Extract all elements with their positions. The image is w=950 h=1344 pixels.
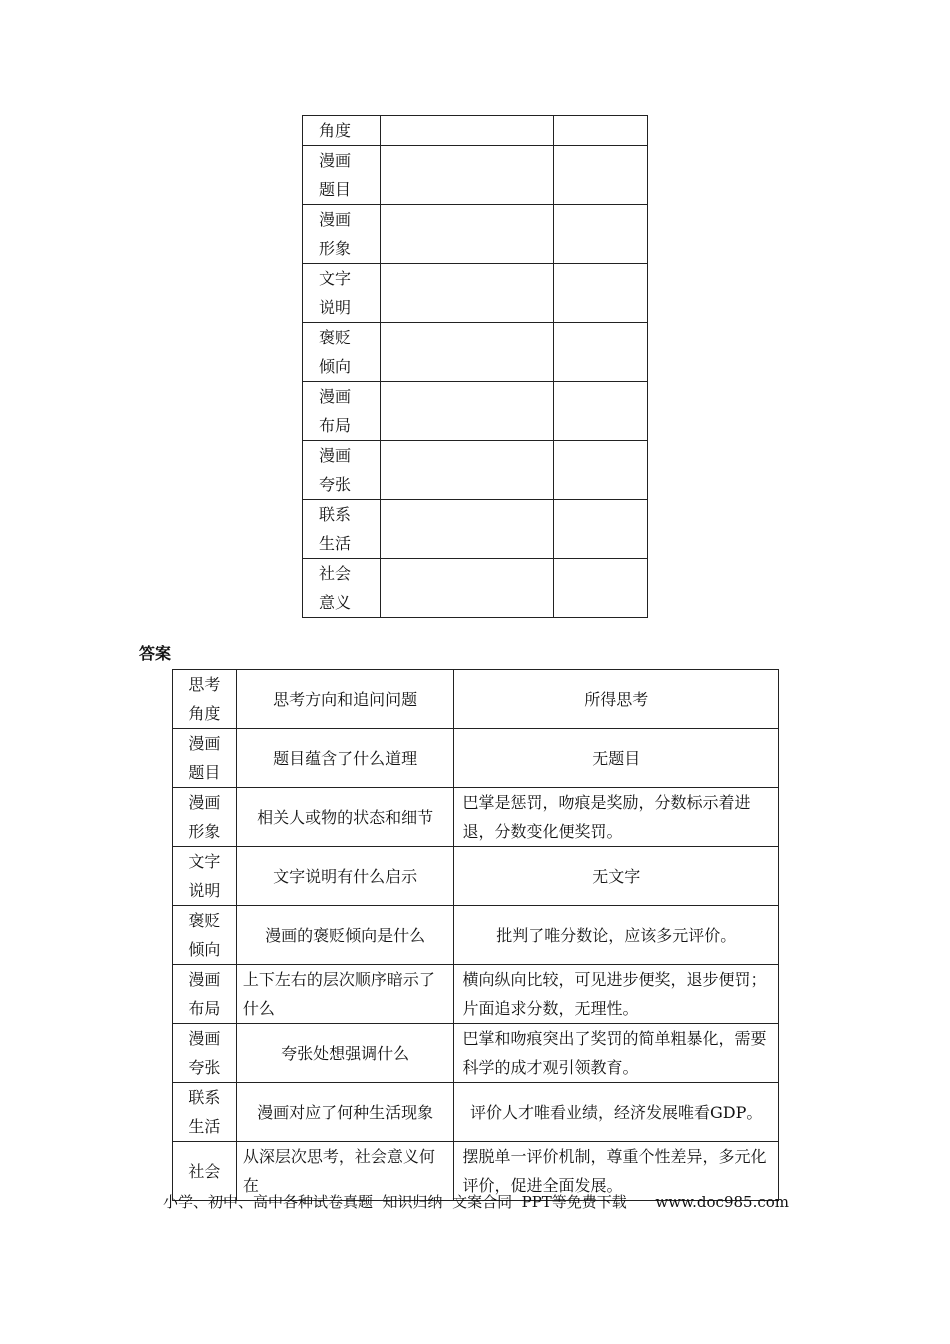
row-label: 文字 说明 xyxy=(173,847,237,906)
table-row xyxy=(303,441,648,500)
table-row xyxy=(303,323,648,382)
row-label: 漫画 布局 xyxy=(303,382,381,441)
row-label: 社会 意义 xyxy=(303,559,381,618)
blank-cell xyxy=(554,116,648,146)
row-label: 角度 xyxy=(303,116,381,146)
table-row xyxy=(303,205,648,264)
row-question: 上下左右的层次顺序暗示了什么 xyxy=(236,965,454,1024)
row-label: 褒贬 倾向 xyxy=(303,323,381,382)
row-label: 漫画 夸张 xyxy=(303,441,381,500)
row-label: 联系 生活 xyxy=(303,500,381,559)
footer-text: 小学、初中、高中各种试卷真题 知识归纳 文案合同 PPT等免费下载 xyxy=(163,1193,627,1211)
blank-cell xyxy=(554,146,648,205)
blank-cell xyxy=(554,382,648,441)
blank-cell xyxy=(381,205,554,264)
row-answer: 横向纵向比较，可见进步便奖，退步便罚；片面追求分数，无理性。 xyxy=(454,965,779,1024)
table-row xyxy=(173,906,779,965)
row-label: 漫画 题目 xyxy=(173,729,237,788)
blank-cell xyxy=(381,323,554,382)
row-label: 漫画 题目 xyxy=(303,146,381,205)
row-question: 夸张处想强调什么 xyxy=(236,1024,454,1083)
row-label: 文字 说明 xyxy=(303,264,381,323)
blank-cell xyxy=(554,205,648,264)
row-label: 褒贬 倾向 xyxy=(173,906,237,965)
table-row xyxy=(303,264,648,323)
row-label: 漫画 形象 xyxy=(173,788,237,847)
blank-cell xyxy=(381,500,554,559)
blank-cell xyxy=(554,559,648,618)
table-row xyxy=(303,382,648,441)
row-label: 漫画 夸张 xyxy=(173,1024,237,1083)
row-question: 从深层次思考，社会意义何在 xyxy=(236,1142,454,1201)
answer-heading: 答案 xyxy=(139,644,172,663)
blank-cell xyxy=(554,500,648,559)
table-row xyxy=(173,1083,779,1142)
blank-cell xyxy=(381,441,554,500)
header-answer: 所得思考 xyxy=(454,670,779,729)
table-row xyxy=(303,559,648,618)
blank-cell xyxy=(381,559,554,618)
blank-cell xyxy=(381,382,554,441)
row-answer: 评价人才唯看业绩，经济发展唯看GDP。 xyxy=(454,1083,779,1142)
table-row xyxy=(173,729,779,788)
blank-cell xyxy=(381,264,554,323)
header-label: 思考 角度 xyxy=(173,670,237,729)
row-answer: 摆脱单一评价机制，尊重个性差异，多元化评价，促进全面发展。 xyxy=(454,1142,779,1201)
table-row xyxy=(173,788,779,847)
row-label: 社会 xyxy=(173,1142,237,1201)
blank-cell xyxy=(554,441,648,500)
table-row xyxy=(303,146,648,205)
blank-table xyxy=(302,115,648,618)
row-answer: 无文字 xyxy=(454,847,779,906)
row-label: 漫画 布局 xyxy=(173,965,237,1024)
blank-cell xyxy=(381,116,554,146)
table-row xyxy=(303,500,648,559)
footer-url[interactable]: www.doc985.com xyxy=(655,1193,790,1211)
table-row xyxy=(173,847,779,906)
row-answer: 巴掌是惩罚，吻痕是奖励，分数标示着进退，分数变化便奖罚。 xyxy=(454,788,779,847)
row-answer: 巴掌和吻痕突出了奖罚的简单粗暴化，需要科学的成才观引领教育。 xyxy=(454,1024,779,1083)
table-row xyxy=(173,1024,779,1083)
row-answer: 无题目 xyxy=(454,729,779,788)
row-question: 相关人或物的状态和细节 xyxy=(236,788,454,847)
header-question: 思考方向和追问问题 xyxy=(236,670,454,729)
row-label: 漫画 形象 xyxy=(303,205,381,264)
row-label: 联系 生活 xyxy=(173,1083,237,1142)
answer-table xyxy=(172,669,779,1201)
blank-cell xyxy=(554,323,648,382)
row-question: 漫画的褒贬倾向是什么 xyxy=(236,906,454,965)
row-question: 题目蕴含了什么道理 xyxy=(236,729,454,788)
table-header-row xyxy=(173,670,779,729)
table-row xyxy=(303,116,648,146)
footer xyxy=(163,1191,789,1212)
table-row xyxy=(173,965,779,1024)
row-question: 文字说明有什么启示 xyxy=(236,847,454,906)
blank-cell xyxy=(554,264,648,323)
blank-cell xyxy=(381,146,554,205)
row-answer: 批判了唯分数论，应该多元评价。 xyxy=(454,906,779,965)
row-question: 漫画对应了何种生活现象 xyxy=(236,1083,454,1142)
